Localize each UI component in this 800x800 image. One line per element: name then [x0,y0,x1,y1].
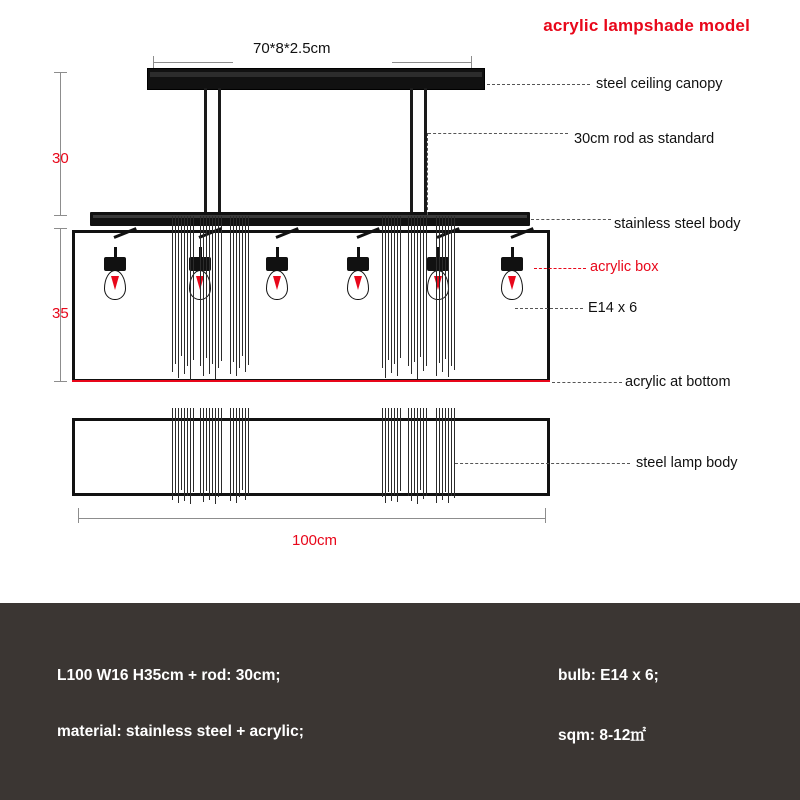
bulb-filament-icon [273,276,281,290]
info-panel [0,603,800,800]
callout-stainless-steel-body: stainless steel body [614,216,741,232]
dim-30-line [60,72,61,216]
bulb-filament-icon [354,276,362,290]
canopy-highlight [150,72,482,77]
width-dim-cap-right [545,508,546,523]
steel-ceiling-canopy [147,68,485,90]
suspension-rod-left [204,88,207,216]
bulb-holder-icon [266,257,288,271]
bulb-filament-icon [508,276,516,290]
steel-lamp-body-shape [72,418,550,496]
suspension-rod-left2 [218,88,221,216]
callout-steel-lamp-body: steel lamp body [636,455,738,471]
dim-30-label: 30 [52,150,69,167]
info-spec-material: material: stainless steel + acrylic; [57,723,304,740]
width-dim-label: 100cm [292,532,338,549]
bulb-stem-icon [357,247,360,257]
bulb-holder-icon [347,257,369,271]
callout-acrylic-at-bottom: acrylic at bottom [625,374,731,390]
bulb-stem-icon [511,247,514,257]
canopy-dim-line-right [392,62,472,63]
bulb-stem-icon [114,247,117,257]
bulb-filament-icon [111,276,119,290]
suspension-rod-right [410,88,413,216]
width-dim-line [78,518,546,519]
info-spec-sqm: sqm: 8-12㎡ [558,727,646,744]
bulb-holder-icon [104,257,126,271]
dim-35-cap-bottom [54,381,67,382]
dim-35-cap-top [54,228,67,229]
leader-bulb-count [515,308,583,309]
bulb-stem-icon [276,247,279,257]
stainless-steel-body [90,212,530,226]
dim-30-cap-bottom [54,215,67,216]
acrylic-box-shape [72,230,550,382]
leader-rod-standard [428,133,568,134]
leader-steel-ceiling-canopy [487,84,590,85]
leader-steel-lamp-body [455,463,630,464]
info-spec-bulb: bulb: E14 x 6; [558,667,659,684]
info-spec-size: L100 W16 H35cm + rod: 30cm; [57,667,281,684]
callout-steel-ceiling-canopy: steel ceiling canopy [596,76,723,92]
leader-acrylic-box [534,268,586,269]
callout-acrylic-box: acrylic box [590,259,659,275]
canopy-dimension-label: 70*8*2.5cm [253,40,331,57]
canopy-dim-line-left [153,62,233,63]
callout-rod-standard: 30cm rod as standard [574,131,715,147]
bulb-holder-icon [501,257,523,271]
dim-35-label: 35 [52,305,69,322]
steel-body-highlight [93,215,527,218]
leader-rod-standard-vertical [427,133,428,215]
leader-stainless-steel-body [531,219,611,220]
callout-bulb-count: E14 x 6 [588,300,638,316]
page-title: acrylic lampshade model [543,16,750,35]
leader-acrylic-at-bottom [552,382,622,383]
width-dim-cap-left [78,508,79,523]
acrylic-bottom-line [72,380,550,382]
dim-30-cap-top [54,72,67,73]
